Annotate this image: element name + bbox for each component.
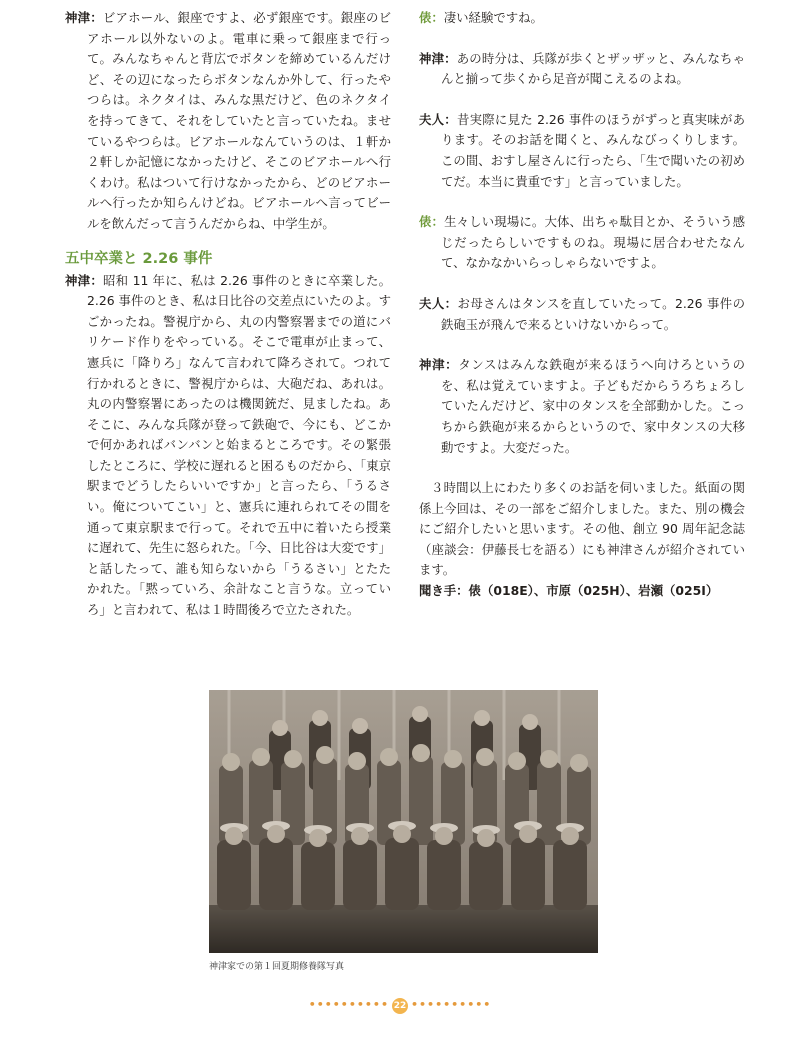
paragraph: [419, 355, 745, 458]
paragraph-text: ビアホール、銀座ですよ、必ず銀座です。銀座のビアホール以外ないのよ。電車に乗って銀座まで行って。みんなちゃんと背広でボタンを締めているんだけど、その辺になったらボタンなんか外して、行ったやつらは。ネクタイは、みんな黒だけど、色のネクタイを持ってきて、それをしていたと言っていたね。ませているやつらは。ビアホールなんていうのは、１軒か２軒しか記憶になかったけど、そこのビアホールへ行くわけ。私はついて行けなかったから、どのビアホールへ行ったか知らんけどね。ビアホールへ言ってビールを飲んだって言うんだからね、中学生が。: [87, 10, 391, 231]
paragraph-text: 昭和 11 年に、私は 2.26 事件のときに卒業した。2.26 事件のとき、私は日比谷の交差点にいたのよ。すごかったね。警視庁から、丸の内警察署までの道にバリケード作りをやっている。そこで電車が止まって、憲兵に「降りろ」なんて言われて降ろされて。つれて行かれるときに、警視庁からは、大砲だね、あれは。丸の内警察署にあったのは機関銃だ、見ましたね。あそこに、みんな兵隊が登って鉄砲で、今にも、どこかで何かあればバンバンと始まるところです。その緊張したところに、学校に遅れると困るものだから、「東京駅までどうしたらいいですか」と言ったら、「うるさい。俺についてこい」と、憲兵に連れられてその間を通って東京駅まで行って。それで五中に着いたら授業に遅れて、先生に怒られた。「今、日比谷は大変です」と話したって、誰も知らないから「うるさい」とたたかれた。「黙っていろ、余計なこと言うな。立っていろ」と言われて、私は１時間後ろで立たされた。: [87, 272, 392, 618]
paragraph-text: あの時分は、兵隊が歩くとザッザッと、みんなちゃんと揃って歩くから足音が聞こえるのよね。: [441, 50, 745, 87]
closing-note: ３時間以上にわたり多くのお話を伺いました。紙面の関係上今回は、その一部をご紹介しました。また、別の機会にご紹介したいと思います。その他、創立 90 周年記念誌（座談会：伊藤長七を語る）にも神津さんが紹介されています。: [419, 480, 745, 578]
paragraph-text: お母さんはタンスを直していたって。2.26 事件の鉄砲玉が飛んで来るといけないからって。: [441, 295, 745, 332]
decorative-dots-right: ••••••••••: [411, 998, 492, 1011]
paragraph: [65, 8, 391, 235]
paragraph-text: 生々しい現場に。大体、出ちゃ駄目とか、そういう感じだったらしいですものね。現場に居合わせたなんて、なかなかいらっしゃらないですよ。: [441, 214, 746, 271]
speaker-label: 夫人：: [419, 295, 458, 311]
group-photo: [209, 690, 598, 953]
paragraph-text: 昔実際に見た 2.26 事件のほうがずっと真実味があります。そのお話を聞くと、みんなびっくりします。この間、おすし屋さんに行ったら、「生で聞いたの初めてだ。本当に貴重です」と言っていました。: [441, 111, 745, 189]
paragraph: [419, 212, 745, 274]
section-heading: 五中卒業と 2.26 事件: [65, 250, 213, 267]
paragraph: [419, 294, 745, 335]
left-column: [65, 8, 391, 621]
decorative-dots-left: ••••••••••: [308, 998, 389, 1011]
right-column: [419, 8, 745, 602]
speaker-label: 神津：: [419, 357, 459, 373]
speaker-label: 俵：: [419, 214, 445, 230]
page-number: 22: [392, 998, 408, 1014]
paragraph-text: タンスはみんな鉄砲が来るほうへ向けろというのを、私は覚えていますよ。子どもだからうろちょろしていたんだけど、家中のタンスを全部動かした。こっちから鉄砲が来るからというので、家中タンスの大移動ですよ。大変だった。: [441, 357, 745, 455]
paragraph-text: 凄い経験ですね。: [443, 10, 543, 25]
paragraph: [65, 271, 391, 621]
speaker-label: 俵：: [419, 10, 444, 25]
photo-caption: 神津家での第１回夏期修養隊写真: [209, 962, 345, 972]
speaker-label: 神津：: [419, 50, 457, 66]
interviewer-credit: 聞き手：俵（018E）、市原（025H）、岩瀬（025I）: [419, 583, 719, 599]
speaker-label: 神津：: [65, 272, 104, 288]
paragraph: [419, 110, 745, 192]
group-photo-illustration: [209, 690, 598, 953]
paragraph: [419, 8, 745, 29]
speaker-label: 夫人：: [419, 111, 457, 127]
speaker-label: 神津：: [65, 10, 103, 25]
page-number-footer: [0, 998, 800, 1014]
paragraph: [419, 49, 745, 90]
